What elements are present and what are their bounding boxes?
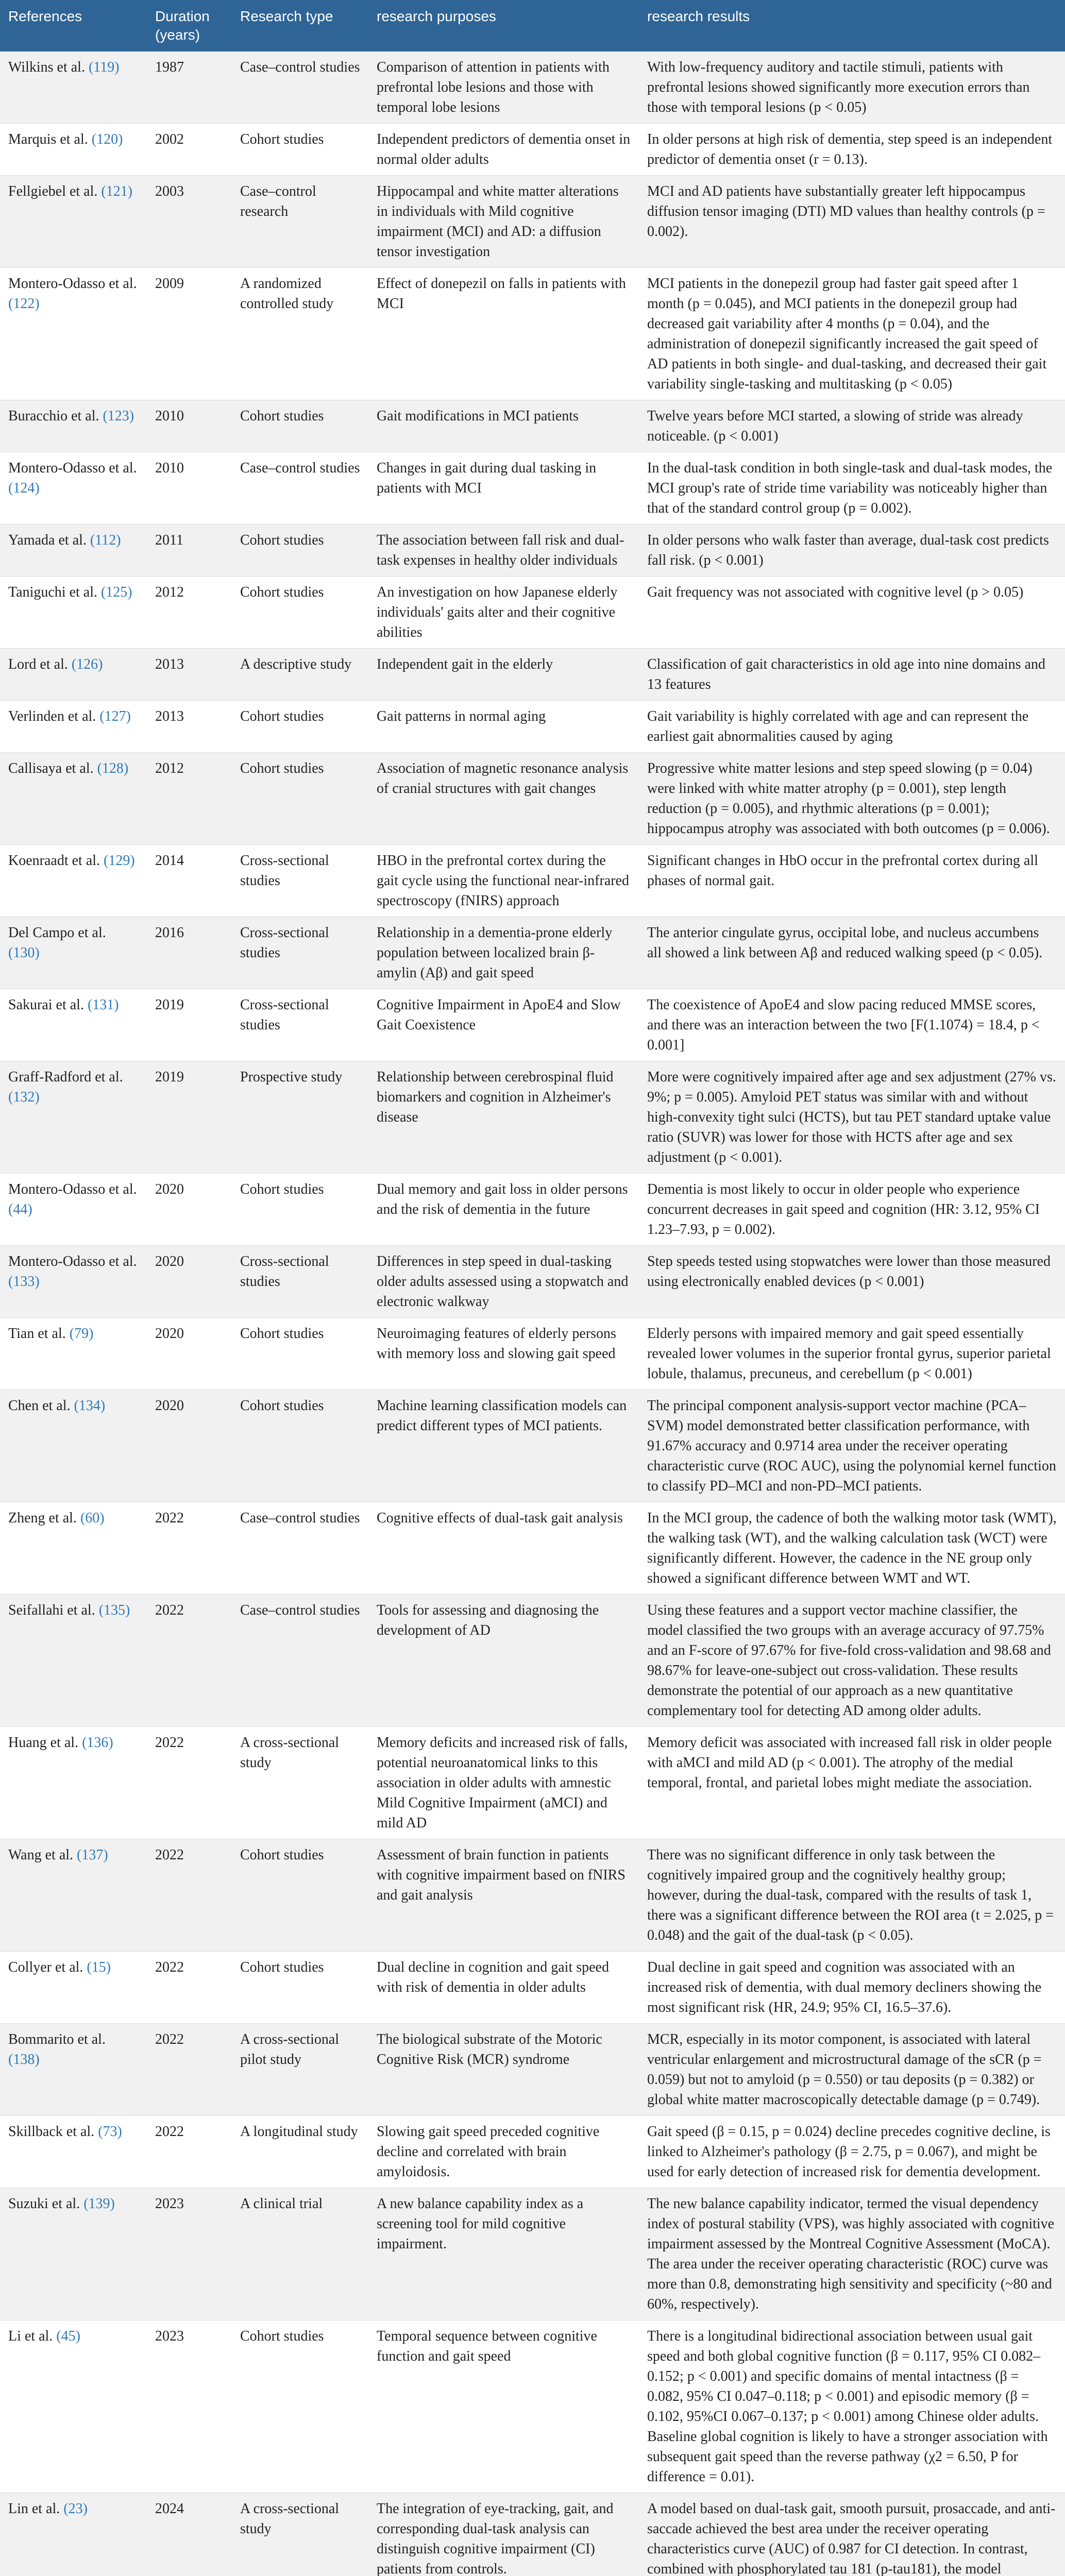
reference-author: Collyer et al. bbox=[8, 1959, 83, 1975]
research-result-cell: There is a longitudinal bidirectional association between usual gait speed and both global cognitive function (β = 0.117, 95% CI 0.082–0.152; p < 0.001) and specific domains of mental intactness (β = 0.082, 95% CI 0.047–0.118; p < 0.001) and episodic memory (β = 0.102, 95%CI 0.067–0.137; p < 0.001) among Chinese older adults. Baseline global cognition is likely to have a stronger association with subsequent gait speed than the reverse pathway (χ2 = 6.50, P for difference = 0.01). bbox=[639, 2320, 1065, 2493]
research-purpose-cell: HBO in the prefrontal cortex during the gait cycle using the functional near-infrared spectroscopy (fNIRS) approach bbox=[368, 845, 639, 917]
reference-citation-link[interactable]: (134) bbox=[74, 1398, 106, 1414]
reference-cell bbox=[0, 701, 147, 753]
research-type-cell: Cohort studies bbox=[232, 1952, 368, 2024]
reference-author: Bommarito et al. bbox=[8, 2031, 106, 2047]
research-result-cell: Using these features and a support vector machine classifier, the model classified the two groups with an average accuracy of 97.75% and an F-score of 97.67% for five-fold cross-validation and 98.68 and 98.67% for leave-one-subject out cross-validation. These results demonstrate the potential of our approach as a new quantitative complementary tool for detecting AD among older adults. bbox=[639, 1595, 1065, 1727]
reference-author: Huang et al. bbox=[8, 1735, 79, 1751]
research-result-cell: Memory deficit was associated with increased fall risk in older people with aMCI and mild AD (p < 0.001). The atrophy of the medial temporal, frontal, and parietal lobes might mediate the association. bbox=[639, 1727, 1065, 1839]
duration-cell: 2013 bbox=[147, 649, 232, 701]
research-purpose-cell: Relationship in a dementia-prone elderly population between localized brain β-amylin (Aβ) and gait speed bbox=[368, 917, 639, 989]
reference-cell bbox=[0, 2188, 147, 2320]
duration-cell: 2012 bbox=[147, 577, 232, 649]
research-result-cell: A model based on dual-task gait, smooth pursuit, prosaccade, and anti-saccade achieved the best area under the receiver operating characteristics curve (AUC) of 0.987 for CI detection. In contrast, combined with phosphorylated tau 181 (p-tau181), the model bbox=[639, 2493, 1065, 2576]
reference-citation-link[interactable]: (130) bbox=[8, 945, 40, 961]
reference-citation-link[interactable]: (138) bbox=[8, 2052, 40, 2067]
reference-cell bbox=[0, 989, 147, 1061]
table-row bbox=[0, 124, 1065, 176]
reference-author: Verlinden et al. bbox=[8, 708, 96, 724]
table-row bbox=[0, 2116, 1065, 2188]
research-result-cell: MCI and AD patients have substantially greater left hippocampus diffusion tensor imaging (DTI) MD values than healthy controls (p = 0.002). bbox=[639, 176, 1065, 268]
reference-author: Callisaya et al. bbox=[8, 760, 94, 776]
reference-cell bbox=[0, 845, 147, 917]
research-result-cell: Dual decline in gait speed and cognition was associated with an increased risk of dementia, with dual memory decliners showing the most significant risk (HR, 24.9; 95% CI, 16.5–37.6). bbox=[639, 1952, 1065, 2024]
reference-cell bbox=[0, 2493, 147, 2576]
reference-cell bbox=[0, 917, 147, 989]
table-row bbox=[0, 268, 1065, 400]
reference-author: Yamada et al. bbox=[8, 532, 87, 548]
research-result-cell: More were cognitively impaired after age and sex adjustment (27% vs. 9%; p = 0.005). Amyloid PET status was similar with and without high-convexity tight sulci (HCTS), but tau PET standard uptake value ratio (SUVR) was lower for those with HCTS after age and sex adjustment (p < 0.001). bbox=[639, 1061, 1065, 1174]
reference-cell bbox=[0, 1318, 147, 1390]
research-purpose-cell: Comparison of attention in patients with prefrontal lobe lesions and those with temporal lobe lesions bbox=[368, 52, 639, 124]
research-purpose-cell: The integration of eye-tracking, gait, and corresponding dual-task analysis can distinguish cognitive impairment (CI) patients from controls. bbox=[368, 2493, 639, 2576]
research-result-cell: Classification of gait characteristics in old age into nine domains and 13 features bbox=[639, 649, 1065, 701]
reference-author: Zheng et al. bbox=[8, 1510, 77, 1526]
table-row bbox=[0, 524, 1065, 577]
table-row bbox=[0, 2320, 1065, 2493]
reference-citation-link[interactable]: (120) bbox=[91, 131, 123, 147]
reference-citation-link[interactable]: (137) bbox=[77, 1847, 108, 1863]
research-purpose-cell: Temporal sequence between cognitive function and gait speed bbox=[368, 2320, 639, 2493]
reference-cell bbox=[0, 2116, 147, 2188]
research-type-cell: Cross-sectional studies bbox=[232, 989, 368, 1061]
reference-citation-link[interactable]: (127) bbox=[99, 708, 131, 724]
reference-citation-link[interactable]: (121) bbox=[101, 183, 133, 199]
research-type-cell: Cohort studies bbox=[232, 577, 368, 649]
reference-citation-link[interactable]: (126) bbox=[71, 656, 103, 672]
reference-citation-link[interactable]: (139) bbox=[83, 2196, 115, 2212]
duration-cell: 2019 bbox=[147, 989, 232, 1061]
duration-cell: 2020 bbox=[147, 1390, 232, 1502]
research-type-cell: A descriptive study bbox=[232, 649, 368, 701]
reference-citation-link[interactable]: (45) bbox=[56, 2328, 80, 2344]
table-row bbox=[0, 917, 1065, 989]
research-purpose-cell: An investigation on how Japanese elderly individuals' gaits alter and their cognitive abilities bbox=[368, 577, 639, 649]
research-result-cell: MCR, especially in its motor component, is associated with lateral ventricular enlargement and microstructural damage of the sCR (p = 0.059) but not to amyloid (p = 0.550) or tau deposits (p = 0.382) or global white matter macroscopically detectable damage (p = 0.749). bbox=[639, 2024, 1065, 2116]
header-research-purposes: research purposes bbox=[368, 0, 639, 52]
table-row bbox=[0, 400, 1065, 452]
research-result-cell: In the MCI group, the cadence of both the walking motor task (WMT), the walking task (WT), and the walking calculation task (WCT) were significantly different. However, the cadence in the NE group only showed a significant difference between WMT and WT. bbox=[639, 1502, 1065, 1595]
reference-citation-link[interactable]: (132) bbox=[8, 1089, 40, 1105]
reference-author: Graff-Radford et al. bbox=[8, 1069, 123, 1085]
duration-cell: 2016 bbox=[147, 917, 232, 989]
table-row bbox=[0, 52, 1065, 124]
research-result-cell: Elderly persons with impaired memory and gait speed essentially revealed lower volumes in the superior frontal gyrus, superior parietal lobule, thalamus, precuneus, and cerebellum (p < 0.001) bbox=[639, 1318, 1065, 1390]
research-purpose-cell: Independent gait in the elderly bbox=[368, 649, 639, 701]
reference-citation-link[interactable]: (23) bbox=[63, 2501, 88, 2517]
reference-author: Koenraadt et al. bbox=[8, 853, 100, 869]
research-result-cell: In older persons who walk faster than average, dual-task cost predicts fall risk. (p < 0.001) bbox=[639, 524, 1065, 577]
table-row bbox=[0, 1727, 1065, 1839]
research-result-cell: Step speeds tested using stopwatches were lower than those measured using electronically enabled devices (p < 0.001) bbox=[639, 1246, 1065, 1318]
research-type-cell: A cross-sectional study bbox=[232, 2493, 368, 2576]
duration-cell: 2023 bbox=[147, 2188, 232, 2320]
research-type-cell: Cohort studies bbox=[232, 1174, 368, 1246]
research-type-cell: A longitudinal study bbox=[232, 2116, 368, 2188]
reference-cell bbox=[0, 1595, 147, 1727]
table-row bbox=[0, 1390, 1065, 1502]
duration-cell: 2020 bbox=[147, 1174, 232, 1246]
reference-citation-link[interactable]: (123) bbox=[103, 408, 134, 424]
reference-cell bbox=[0, 1952, 147, 2024]
research-type-cell: Cross-sectional studies bbox=[232, 845, 368, 917]
reference-cell bbox=[0, 1839, 147, 1952]
table-row bbox=[0, 989, 1065, 1061]
research-type-cell: Case–control research bbox=[232, 176, 368, 268]
research-type-cell: Case–control studies bbox=[232, 52, 368, 124]
research-type-cell: Cohort studies bbox=[232, 753, 368, 845]
research-purpose-cell: Changes in gait during dual tasking in patients with MCI bbox=[368, 452, 639, 524]
research-result-cell: In older persons at high risk of dementia, step speed is an independent predictor of dementia onset (r = 0.13). bbox=[639, 124, 1065, 176]
header-row bbox=[0, 0, 1065, 52]
header-references: References bbox=[0, 0, 147, 52]
research-result-cell: Dementia is most likely to occur in older people who experience concurrent decreases in gait speed and cognition (HR: 3.12, 95% CI 1.23–7.93, p = 0.002). bbox=[639, 1174, 1065, 1246]
reference-citation-link[interactable]: (44) bbox=[8, 1201, 32, 1217]
reference-citation-link[interactable]: (131) bbox=[87, 997, 119, 1013]
table-row bbox=[0, 1318, 1065, 1390]
research-purpose-cell: Slowing gait speed preceded cognitive decline and correlated with brain amyloidosis. bbox=[368, 2116, 639, 2188]
reference-cell bbox=[0, 2024, 147, 2116]
duration-cell: 2014 bbox=[147, 845, 232, 917]
research-result-cell: In the dual-task condition in both single-task and dual-task modes, the MCI group's rate of stride time variability was noticeably higher than that of the standard control group (p = 0.002). bbox=[639, 452, 1065, 524]
research-purpose-cell: Gait modifications in MCI patients bbox=[368, 400, 639, 452]
header-research-type: Research type bbox=[232, 0, 368, 52]
table-row bbox=[0, 649, 1065, 701]
research-type-cell: Prospective study bbox=[232, 1061, 368, 1174]
duration-cell: 2022 bbox=[147, 1839, 232, 1952]
research-result-cell: The anterior cingulate gyrus, occipital lobe, and nucleus accumbens all showed a link between Aβ and reduced walking speed (p < 0.05). bbox=[639, 917, 1065, 989]
reference-author: Wilkins et al. bbox=[8, 59, 85, 75]
research-type-cell: Case–control studies bbox=[232, 1502, 368, 1595]
research-purpose-cell: Dual decline in cognition and gait speed with risk of dementia in older adults bbox=[368, 1952, 639, 2024]
reference-cell bbox=[0, 1246, 147, 1318]
research-result-cell: The new balance capability indicator, termed the visual dependency index of postural stability (VPS), was highly associated with cognitive impairment assessed by the Montreal Cognitive Assessment (MoCA). The area under the receiver operating characteristic (ROC) curve was more than 0.8, demonstrating high sensitivity and specificity (~80 and 60%, respectively). bbox=[639, 2188, 1065, 2320]
table-row bbox=[0, 1839, 1065, 1952]
table-row bbox=[0, 701, 1065, 753]
reference-cell bbox=[0, 2320, 147, 2493]
reference-author: Taniguchi et al. bbox=[8, 584, 97, 600]
table-row bbox=[0, 845, 1065, 917]
research-type-cell: Cross-sectional studies bbox=[232, 917, 368, 989]
duration-cell: 2012 bbox=[147, 753, 232, 845]
reference-cell bbox=[0, 524, 147, 577]
table-row bbox=[0, 1595, 1065, 1727]
research-type-cell: Case–control studies bbox=[232, 1595, 368, 1727]
reference-author: Sakurai et al. bbox=[8, 997, 84, 1013]
research-type-cell: Case–control studies bbox=[232, 452, 368, 524]
reference-author: Montero-Odasso et al. bbox=[8, 276, 137, 292]
duration-cell: 2024 bbox=[147, 2493, 232, 2576]
reference-cell bbox=[0, 1061, 147, 1174]
duration-cell: 2011 bbox=[147, 524, 232, 577]
reference-author: Suzuki et al. bbox=[8, 2196, 80, 2212]
research-purpose-cell: Cognitive Impairment in ApoE4 and Slow Gait Coexistence bbox=[368, 989, 639, 1061]
reference-cell bbox=[0, 753, 147, 845]
research-type-cell: A cross-sectional pilot study bbox=[232, 2024, 368, 2116]
reference-citation-link[interactable]: (15) bbox=[87, 1959, 111, 1975]
reference-author: Tian et al. bbox=[8, 1326, 66, 1342]
table-row bbox=[0, 1246, 1065, 1318]
research-purpose-cell: Hippocampal and white matter alterations in individuals with Mild cognitive impairment (MCI) and AD: a diffusion tensor investigation bbox=[368, 176, 639, 268]
research-result-cell: Gait speed (β = 0.15, p = 0.024) decline precedes cognitive decline, is linked to Alzheimer's pathology (β = 2.75, p = 0.067), and might be used for early detection of increased risk for dementia development. bbox=[639, 2116, 1065, 2188]
duration-cell: 1987 bbox=[147, 52, 232, 124]
research-purpose-cell: Association of magnetic resonance analysis of cranial structures with gait changes bbox=[368, 753, 639, 845]
table-row bbox=[0, 1502, 1065, 1595]
reference-cell bbox=[0, 452, 147, 524]
research-type-cell: Cross-sectional studies bbox=[232, 1246, 368, 1318]
duration-cell: 2022 bbox=[147, 1502, 232, 1595]
reference-author: Chen et al. bbox=[8, 1398, 71, 1414]
research-purpose-cell: Dual memory and gait loss in older persons and the risk of dementia in the future bbox=[368, 1174, 639, 1246]
table-row bbox=[0, 1952, 1065, 2024]
research-purpose-cell: Memory deficits and increased risk of falls, potential neuroanatomical links to this association in older adults with amnestic Mild Cognitive Impairment (aMCI) and mild AD bbox=[368, 1727, 639, 1839]
research-result-cell: Gait frequency was not associated with cognitive level (p > 0.05) bbox=[639, 577, 1065, 649]
duration-cell: 2020 bbox=[147, 1246, 232, 1318]
research-result-cell: MCI patients in the donepezil group had faster gait speed after 1 month (p = 0.045), and MCI patients in the donepezil group had decreased gait variability after 4 months (p = 0.04), and the administration of donepezil significantly increased the gait speed of AD patients in both single- and dual-tasking, and decreased their gait variability single-tasking and multitasking (p < 0.05) bbox=[639, 268, 1065, 400]
reference-cell bbox=[0, 577, 147, 649]
header-duration: Duration (years) bbox=[147, 0, 232, 52]
reference-author: Montero-Odasso et al. bbox=[8, 1253, 137, 1269]
duration-cell: 2013 bbox=[147, 701, 232, 753]
research-purpose-cell: Cognitive effects of dual-task gait analysis bbox=[368, 1502, 639, 1595]
reference-citation-link[interactable]: (128) bbox=[97, 760, 129, 776]
table-row bbox=[0, 1061, 1065, 1174]
duration-cell: 2010 bbox=[147, 452, 232, 524]
reference-citation-link[interactable]: (79) bbox=[69, 1326, 94, 1342]
reference-citation-link[interactable]: (136) bbox=[82, 1735, 113, 1751]
research-type-cell: Cohort studies bbox=[232, 1390, 368, 1502]
table-header bbox=[0, 0, 1065, 52]
duration-cell: 2022 bbox=[147, 2024, 232, 2116]
table-row bbox=[0, 176, 1065, 268]
research-type-cell: Cohort studies bbox=[232, 2320, 368, 2493]
table-row bbox=[0, 753, 1065, 845]
reference-cell bbox=[0, 268, 147, 400]
research-purpose-cell: Gait patterns in normal aging bbox=[368, 701, 639, 753]
reference-citation-link[interactable]: (60) bbox=[80, 1510, 105, 1526]
research-type-cell: Cohort studies bbox=[232, 400, 368, 452]
reference-cell bbox=[0, 400, 147, 452]
duration-cell: 2002 bbox=[147, 124, 232, 176]
research-purpose-cell: Assessment of brain function in patients with cognitive impairment based on fNIRS and gait analysis bbox=[368, 1839, 639, 1952]
research-type-cell: A randomized controlled study bbox=[232, 268, 368, 400]
research-purpose-cell: Neuroimaging features of elderly persons with memory loss and slowing gait speed bbox=[368, 1318, 639, 1390]
table-body bbox=[0, 52, 1065, 2576]
research-purpose-cell: The biological substrate of the Motoric Cognitive Risk (MCR) syndrome bbox=[368, 2024, 639, 2116]
reference-cell bbox=[0, 1390, 147, 1502]
research-purpose-cell: Effect of donepezil on falls in patients with MCI bbox=[368, 268, 639, 400]
research-result-cell: There was no significant difference in only task between the cognitively impaired group and the cognitively healthy group; however, during the dual-task, compared with the results of task 1, there was a significant difference between the ROI area (t = 2.025, p = 0.048) and the gait of the dual-task (p < 0.05). bbox=[639, 1839, 1065, 1952]
reference-citation-link[interactable]: (124) bbox=[8, 480, 40, 496]
reference-citation-link[interactable]: (122) bbox=[8, 296, 40, 312]
research-purpose-cell: Tools for assessing and diagnosing the development of AD bbox=[368, 1595, 639, 1727]
research-purpose-cell: Machine learning classification models can predict different types of MCI patients. bbox=[368, 1390, 639, 1502]
reference-author: Li et al. bbox=[8, 2328, 53, 2344]
reference-author: Montero-Odasso et al. bbox=[8, 460, 137, 476]
research-result-cell: Twelve years before MCI started, a slowing of stride was already noticeable. (p < 0.001) bbox=[639, 400, 1065, 452]
reference-citation-link[interactable]: (133) bbox=[8, 1274, 40, 1290]
header-research-results: research results bbox=[639, 0, 1065, 52]
research-type-cell: Cohort studies bbox=[232, 124, 368, 176]
reference-author: Fellgiebel et al. bbox=[8, 183, 98, 199]
reference-author: Buracchio et al. bbox=[8, 408, 99, 424]
reference-citation-link[interactable]: (135) bbox=[98, 1602, 130, 1618]
research-type-cell: A cross-sectional study bbox=[232, 1727, 368, 1839]
reference-author: Lord et al. bbox=[8, 656, 68, 672]
research-purpose-cell: Relationship between cerebrospinal fluid biomarkers and cognition in Alzheimer's disease bbox=[368, 1061, 639, 1174]
research-result-cell: The coexistence of ApoE4 and slow pacing reduced MMSE scores, and there was an interaction between the two [F(1.1074) = 18.4, p < 0.001] bbox=[639, 989, 1065, 1061]
reference-author: Lin et al. bbox=[8, 2501, 60, 2517]
duration-cell: 2022 bbox=[147, 1727, 232, 1839]
reference-cell bbox=[0, 649, 147, 701]
reference-author: Wang et al. bbox=[8, 1847, 74, 1863]
reference-citation-link[interactable]: (73) bbox=[98, 2124, 122, 2140]
research-type-cell: Cohort studies bbox=[232, 1839, 368, 1952]
table-row bbox=[0, 2493, 1065, 2576]
research-type-cell: Cohort studies bbox=[232, 701, 368, 753]
duration-cell: 2003 bbox=[147, 176, 232, 268]
table-row bbox=[0, 1174, 1065, 1246]
duration-cell: 2022 bbox=[147, 1952, 232, 2024]
reference-citation-link[interactable]: (112) bbox=[90, 532, 121, 548]
reference-author: Montero-Odasso et al. bbox=[8, 1181, 137, 1197]
reference-cell bbox=[0, 52, 147, 124]
research-result-cell: With low-frequency auditory and tactile stimuli, patients with prefrontal lesions showed significantly more execution errors than those with temporal lesions (p < 0.05) bbox=[639, 52, 1065, 124]
duration-cell: 2019 bbox=[147, 1061, 232, 1174]
research-purpose-cell: Differences in step speed in dual-tasking older adults assessed using a stopwatch and electronic walkway bbox=[368, 1246, 639, 1318]
table-row bbox=[0, 452, 1065, 524]
reference-author: Marquis et al. bbox=[8, 131, 88, 147]
duration-cell: 2010 bbox=[147, 400, 232, 452]
table-row bbox=[0, 577, 1065, 649]
reference-cell bbox=[0, 124, 147, 176]
reference-citation-link[interactable]: (119) bbox=[88, 59, 120, 75]
research-purpose-cell: The association between fall risk and dual-task expenses in healthy older individuals bbox=[368, 524, 639, 577]
duration-cell: 2022 bbox=[147, 2116, 232, 2188]
duration-cell: 2020 bbox=[147, 1318, 232, 1390]
research-type-cell: Cohort studies bbox=[232, 1318, 368, 1390]
reference-citation-link[interactable]: (125) bbox=[100, 584, 132, 600]
research-purpose-cell: A new balance capability index as a screening tool for mild cognitive impairment. bbox=[368, 2188, 639, 2320]
duration-cell: 2009 bbox=[147, 268, 232, 400]
reference-cell bbox=[0, 176, 147, 268]
reference-cell bbox=[0, 1727, 147, 1839]
research-result-cell: Significant changes in HbO occur in the prefrontal cortex during all phases of normal gait. bbox=[639, 845, 1065, 917]
research-type-cell: A clinical trial bbox=[232, 2188, 368, 2320]
research-result-cell: The principal component analysis-support vector machine (PCA–SVM) model demonstrated better classification performance, with 91.67% accuracy and 0.9714 area under the receiver operating characteristic curve (ROC AUC), using the polynomial kernel function to classify PD–MCI and non-PD–MCI patients. bbox=[639, 1390, 1065, 1502]
reference-author: Del Campo et al. bbox=[8, 925, 106, 941]
duration-cell: 2023 bbox=[147, 2320, 232, 2493]
reference-citation-link[interactable]: (129) bbox=[104, 853, 135, 869]
reference-cell bbox=[0, 1174, 147, 1246]
research-result-cell: Progressive white matter lesions and step speed slowing (p = 0.04) were linked with white matter atrophy (p = 0.001), step length reduction (p = 0.005), and rhythmic alterations (p = 0.001); hippocampus atrophy was associated with both outcomes (p = 0.006). bbox=[639, 753, 1065, 845]
table-row bbox=[0, 2024, 1065, 2116]
reference-author: Skillback et al. bbox=[8, 2124, 95, 2140]
research-type-cell: Cohort studies bbox=[232, 524, 368, 577]
duration-cell: 2022 bbox=[147, 1595, 232, 1727]
reference-author: Seifallahi et al. bbox=[8, 1602, 95, 1618]
research-purpose-cell: Independent predictors of dementia onset in normal older adults bbox=[368, 124, 639, 176]
research-result-cell: Gait variability is highly correlated with age and can represent the earliest gait abnormalities caused by aging bbox=[639, 701, 1065, 753]
table-row bbox=[0, 2188, 1065, 2320]
reference-cell bbox=[0, 1502, 147, 1595]
